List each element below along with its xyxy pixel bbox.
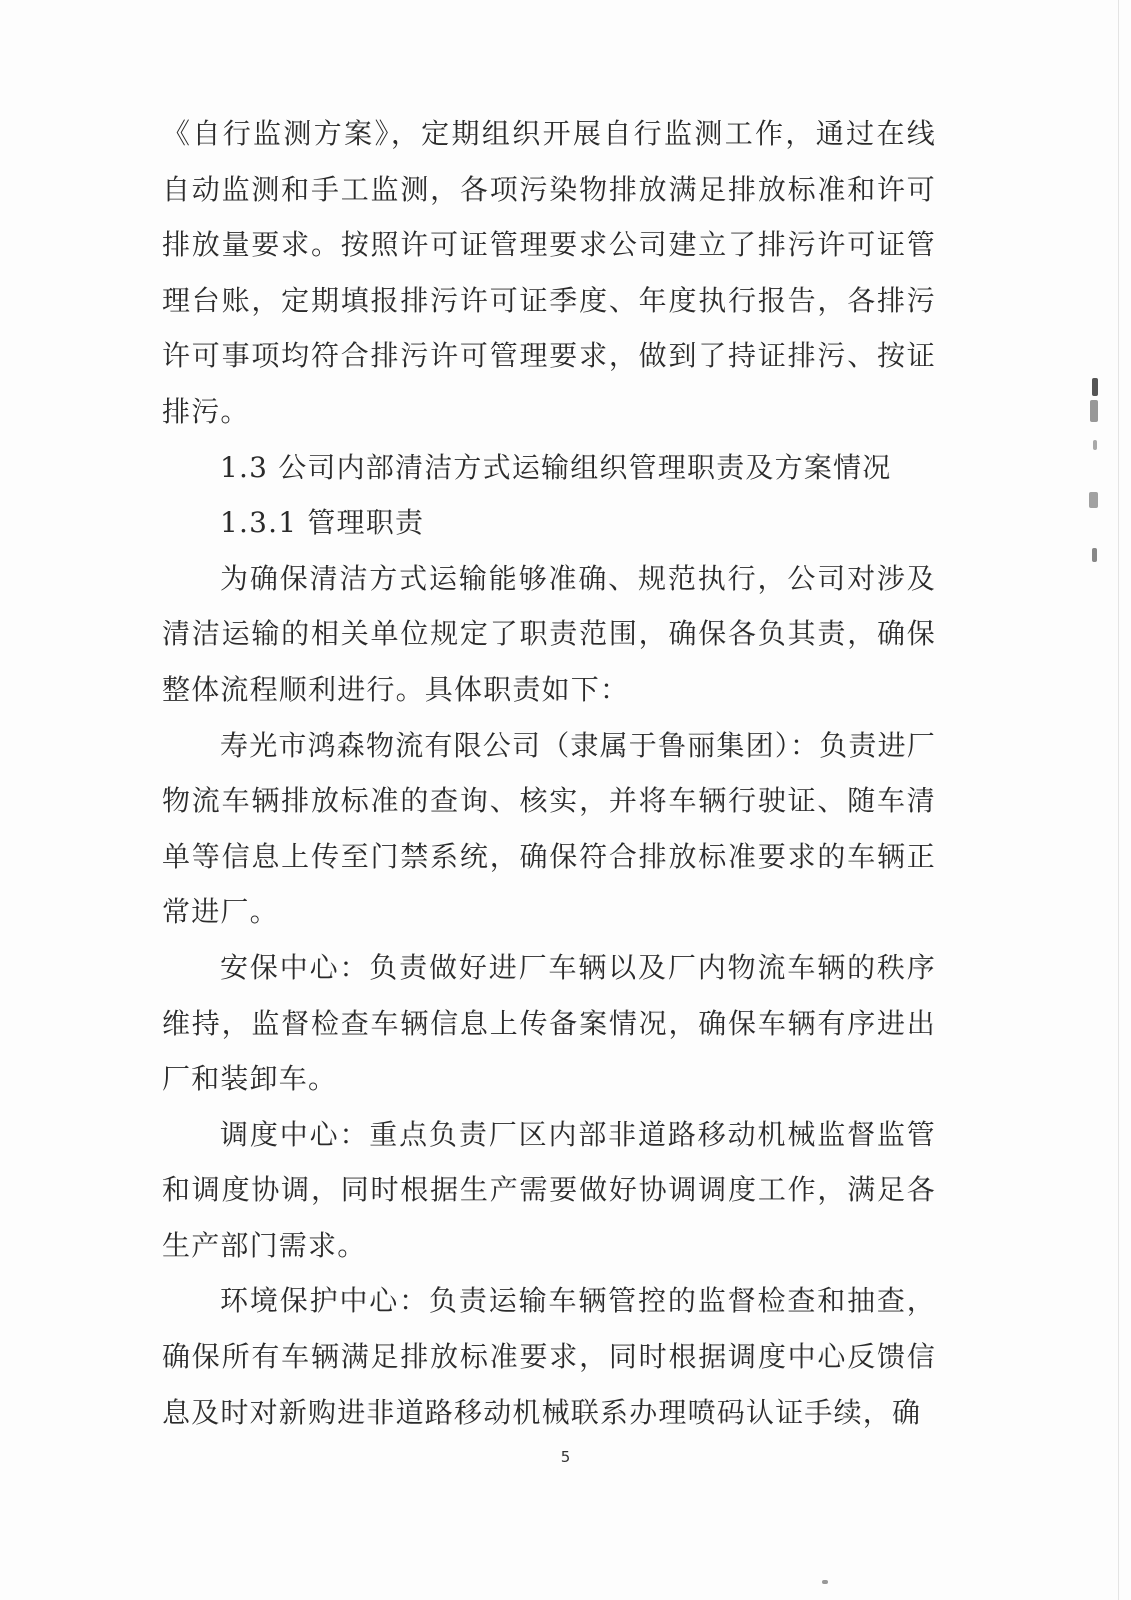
- scan-mark: [1092, 378, 1098, 396]
- scan-mark: [822, 1580, 828, 1584]
- paragraph-dispatch-center: 调度中心：重点负责厂区内部非道路移动机械监督监管和调度协调，同时根据生产需要做好协调调度工作，满足各生产部门需求。: [162, 1117, 936, 1262]
- document-body: [162, 106, 936, 1440]
- scan-mark: [1093, 440, 1097, 450]
- page-number: 5: [560, 1448, 571, 1466]
- section-heading-1-3: 1.3 公司内部清洁方式运输组织管理职责及方案情况: [220, 450, 892, 484]
- paragraph-logistics-company: 寿光市鸿森物流有限公司（隶属于鲁丽集团）：负责进厂物流车辆排放标准的查询、核实，并将车辆行驶证、随车清单等信息上传至门禁系统，确保符合排放标准要求的车辆正常进厂。: [162, 728, 937, 929]
- scan-edge-line: [1118, 0, 1119, 1600]
- scan-mark: [1090, 400, 1098, 422]
- section-heading-1-3-1: 1.3.1 管理职责: [220, 506, 425, 540]
- paragraph-security-center: 安保中心：负责做好进厂车辆以及厂内物流车辆的秩序维持，监督检查车辆信息上传备案情况，确保车辆有序进出厂和装卸车。: [162, 950, 936, 1096]
- paragraph-environment-center: 环境保护中心：负责运输车辆管控的监督检查和抽查，确保所有车辆满足排放标准要求，同时根据调度中心反馈信息及时对新购进非道路移动机械联系办理喷码认证手续，确: [162, 1284, 936, 1429]
- scan-mark: [1092, 548, 1097, 562]
- paragraph-responsibility-intro: 为确保清洁方式运输能够准确、规范执行，公司对涉及清洁运输的相关单位规定了职责范围，确保各负其责，确保整体流程顺利进行。具体职责如下：: [162, 561, 936, 706]
- paragraph-monitoring-continuation: 《自行监测方案》，定期组织开展自行监测工作，通过在线自动监测和手工监测，各项污染物排放满足排放标准和许可排放量要求。按照许可证管理要求公司建立了排污许可证管理台账，定期填报排污许可证季度、年度执行报告，各排污许可事项均符合排污许可管理要求，做到了持证排污、按证排污。: [162, 117, 936, 428]
- scan-mark: [1089, 492, 1098, 508]
